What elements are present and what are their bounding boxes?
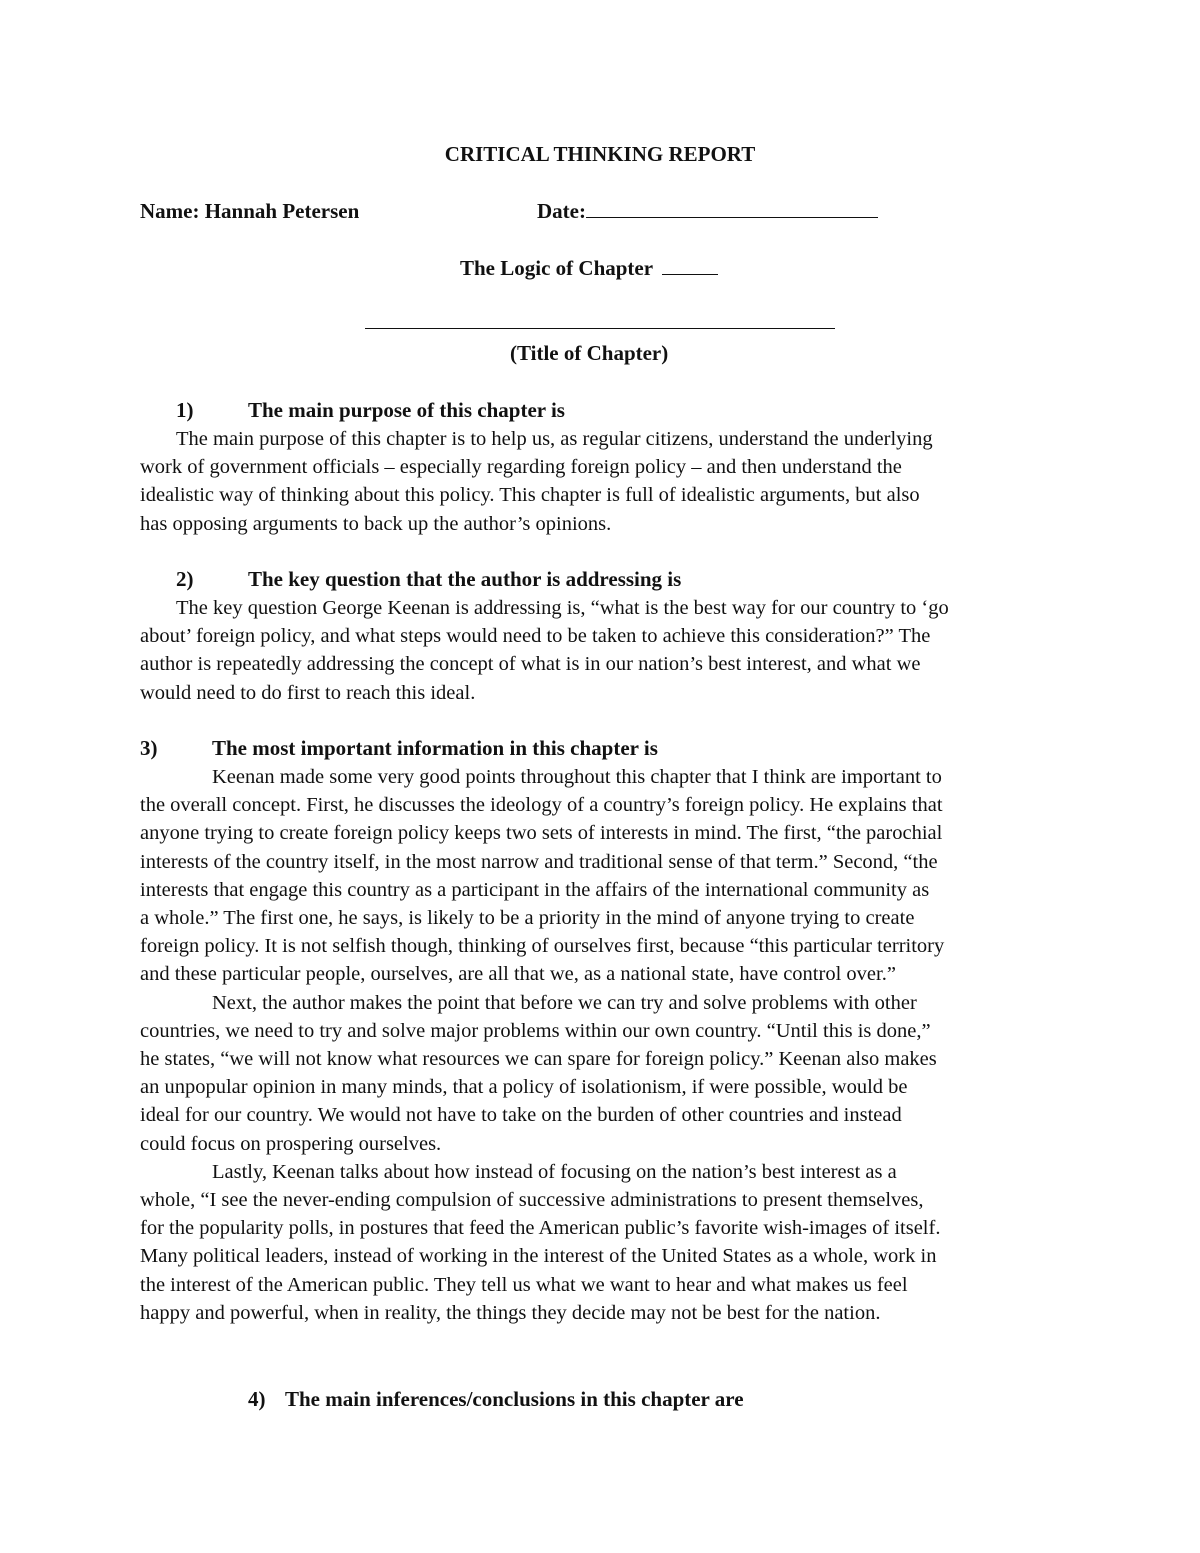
section-1-body: [140, 425, 1070, 538]
text-line: anyone trying to create foreign policy keeps two sets of interests in mind. The first, “the parochial: [140, 822, 943, 845]
section-1-heading: The main purpose of this chapter is: [248, 398, 565, 422]
text-line: could focus on prospering ourselves.: [140, 1132, 442, 1155]
text-line: author is repeatedly addressing the concept of what is in our nation’s best interest, and what we: [140, 653, 921, 676]
chapter-title-blank: [365, 308, 835, 329]
text-line: would need to do first to reach this ideal.: [140, 681, 476, 704]
text-line: The main purpose of this chapter is to help us, as regular citizens, understand the underlying: [176, 428, 933, 450]
text-line: whole, “I see the never-ending compulsion of successive administrations to present themselves,: [140, 1189, 924, 1212]
logic-label: The Logic of Chapter: [460, 256, 653, 280]
section-2-heading: The key question that the author is addressing is: [248, 567, 682, 591]
name-label: Name: Hannah Petersen: [140, 199, 360, 223]
text-line: the overall concept. First, he discusses the ideology of a country’s foreign policy. He explains that: [140, 794, 943, 817]
chapter-number-blank: [662, 274, 718, 275]
text-line: Many political leaders, instead of working in the interest of the United States as a whole, work in: [140, 1245, 937, 1268]
text-line: happy and powerful, when in reality, the things they decide may not be best for the nation.: [140, 1301, 881, 1324]
document-title: CRITICAL THINKING REPORT: [444, 142, 756, 166]
text-line: a whole.” The first one, he says, is likely to be a priority in the mind of anyone trying to create: [140, 907, 915, 930]
section-2-body: [140, 594, 1070, 707]
date-field: [537, 199, 878, 224]
section-3-number: 3): [140, 736, 158, 760]
section-4-heading: The main inferences/conclusions in this chapter are: [285, 1387, 744, 1411]
text-line: the interest of the American public. They tell us what we want to hear and what makes us feel: [140, 1273, 908, 1296]
text-line: he states, “we will not know what resources we can spare for foreign policy.” Keenan also makes: [140, 1048, 937, 1071]
text-line: about’ foreign policy, and what steps would need to be taken to achieve this consideration?” The: [140, 625, 931, 648]
text-line: The key question George Keenan is addressing is, “what is the best way for our country to ‘go: [176, 597, 949, 619]
text-line: ideal for our country. We would not have to take on the burden of other countries and instead: [140, 1104, 902, 1127]
section-2-number: 2): [176, 567, 194, 591]
logic-of-chapter-line: [460, 256, 718, 281]
section-3-heading: The most important information in this chapter is: [212, 736, 658, 760]
text-line: Keenan made some very good points throughout this chapter that I think are important to: [212, 766, 942, 788]
section-1-number: 1): [176, 398, 194, 422]
text-line: interests of the country itself, in the most narrow and traditional sense of that term.” Second, “the: [140, 850, 938, 873]
text-line: for the popularity polls, in postures that feed the American public’s favorite wish-images of itself.: [140, 1217, 941, 1240]
text-line: countries, we need to try and solve major problems within our own country. “Until this is done,”: [140, 1019, 931, 1042]
date-blank-line: [586, 217, 878, 218]
text-line: Next, the author makes the point that before we can try and solve problems with other: [212, 991, 917, 1014]
text-line: has opposing arguments to back up the author’s opinions.: [140, 512, 612, 535]
text-line: an unpopular opinion in many minds, that a policy of isolationism, if were possible, would be: [140, 1076, 908, 1099]
section-3-body: [140, 763, 1070, 1327]
date-label: Date:: [537, 199, 586, 223]
chapter-title-caption: (Title of Chapter): [510, 341, 669, 365]
text-line: foreign policy. It is not selfish though, thinking of ourselves first, because “this particular territory: [140, 935, 945, 958]
text-line: and these particular people, ourselves, are all that we, as a national state, have control over.”: [140, 963, 896, 986]
text-line: interests that engage this country as a participant in the affairs of the international community as: [140, 878, 930, 901]
text-line: work of government officials – especially regarding foreign policy – and then understand the: [140, 456, 902, 479]
section-4-number: 4): [248, 1387, 266, 1411]
text-line: Lastly, Keenan talks about how instead of focusing on the nation’s best interest as a: [212, 1160, 897, 1183]
text-line: idealistic way of thinking about this policy. This chapter is full of idealistic arguments, but also: [140, 484, 920, 507]
